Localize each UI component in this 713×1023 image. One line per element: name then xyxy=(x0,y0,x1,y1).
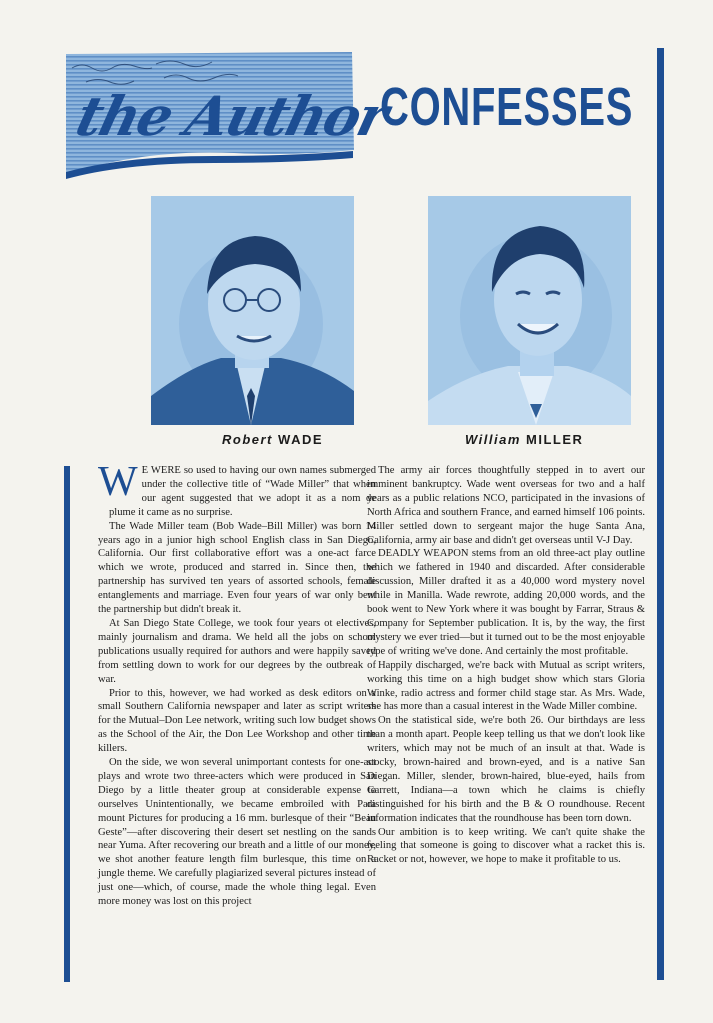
title-banner xyxy=(64,52,394,180)
paragraph: The Wade Miller team (Bob Wade–Bill Miller) was born 14 years ago in a junior high school English class in San Diego, California. Our first collaborative effort was a one-act farce which we wrote, produced and starred in. Since then, the partnership has survived ten years of assorted schools, female entanglements and marriage. Even four years of war only bent the partnership but didn't break it. xyxy=(98,520,376,616)
caption-last-name: MILLER xyxy=(526,432,584,447)
portrait-william-miller xyxy=(428,196,631,425)
paragraph: At San Diego State College, we took four years ot electives, mainly journalism and drama. We held all the jobs on school publications usually required for authors and were happily saved from settling down to work for our degrees by the outbreak of war. xyxy=(98,617,376,685)
left-rule xyxy=(64,466,70,982)
article-column-left xyxy=(98,459,376,909)
paragraph: On the side, we won several unimportant contests for one-act plays and wrote two three-acters which were produced in San Diego by a little theater group at considerable expense to ourselves Unintentionally, we became embroiled with Para mount Pictures for producing a 16 mm. burlesque of their “Beau Geste”—after discovering their desert set nestling on the sands near Yuma. After recovering our breath and a little of our money, we shot another feature length film burlesque, this time on a jungle theme. We carefully plagiarized several pictures instead of just one—which, of course, made the whole thing legal. Even more money was lost on this project xyxy=(98,757,376,908)
paragraph: Prior to this, however, we had worked as desk editors on a small Southern California newspaper and later as script writers for the Mutual–Don Lee network, writing such low budget shows as the School of the Air, the Don Lee Workshop and other time killers. xyxy=(98,687,376,755)
paragraph: Happily discharged, we're back with Mutual as script writers, working this time on a high budget show which stars Gloria Winke, radio actress and former child stage star. As Mrs. Wade, she has more than a casual interest in the Wade Miller combine. xyxy=(367,659,645,713)
paragraph: Our ambition is to keep writing. We can't quite shake the feeling that someone is going to discover what a racket this is. Racket or not, however, we hope to make it profitable to us. xyxy=(367,826,645,866)
caption-first-name: Robert xyxy=(222,432,273,447)
right-rule xyxy=(657,48,664,980)
paragraph: W E WERE so used to having our own names submerged under the collective title of “Wade Miller” that when our agent suggested that we adopt it as a nom de plume it came as no surprise. xyxy=(98,459,376,518)
title-confesses: CONFESSES xyxy=(380,77,634,137)
caption-william-miller xyxy=(465,432,583,447)
caption-last-name: WADE xyxy=(278,432,324,447)
drop-cap: W xyxy=(98,459,138,505)
article-column-right xyxy=(367,464,645,867)
paragraph: On the statistical side, we're both 26. Our birthdays are less than a month apart. People keep telling us that we don't look like writers, which may not be much of an insult at that. Wade is stocky, brown-haired and brown-eyed, and is a native San Diegan. Miller, slender, brown-haired, blue-eyed, hails from Garrett, Indiana—a town which he claims is chiefly distinguished for his birth and the B & O roundhouse. Recent information indicates that the roundhouse has been torn down. xyxy=(367,715,645,824)
title-script: the Author xyxy=(70,84,394,148)
caption-first-name: William xyxy=(465,432,521,447)
paragraph: DEADLY WEAPON stems from an old three-act play outline which we fathered in 1940 and discarded. After considerable discussion, Miller drafted it as a 40,000 word mystery novel while in Manilla. Wade rewrote, adding 20,000 words, and the book went to New York where it was bought by Farrar, Straus & Company for September publication. It is, by the way, the first mystery we ever tried—but it turned out to be the most enjoyable type of writing we've done. And certainly the most profitable. xyxy=(367,548,645,657)
caption-robert-wade xyxy=(222,432,323,447)
paragraph: The army air forces thoughtfully stepped in to avert our imminent bankruptcy. Wade went overseas for two and a half years as a public relations NCO, participated in the invasions of North Africa and southern France, and earned himself 106 points. Miller settled down to sergeant major the huge Santa Ana, California, army air base and didn't get overseas until V-J Day. xyxy=(367,465,646,546)
portrait-robert-wade xyxy=(151,196,354,425)
